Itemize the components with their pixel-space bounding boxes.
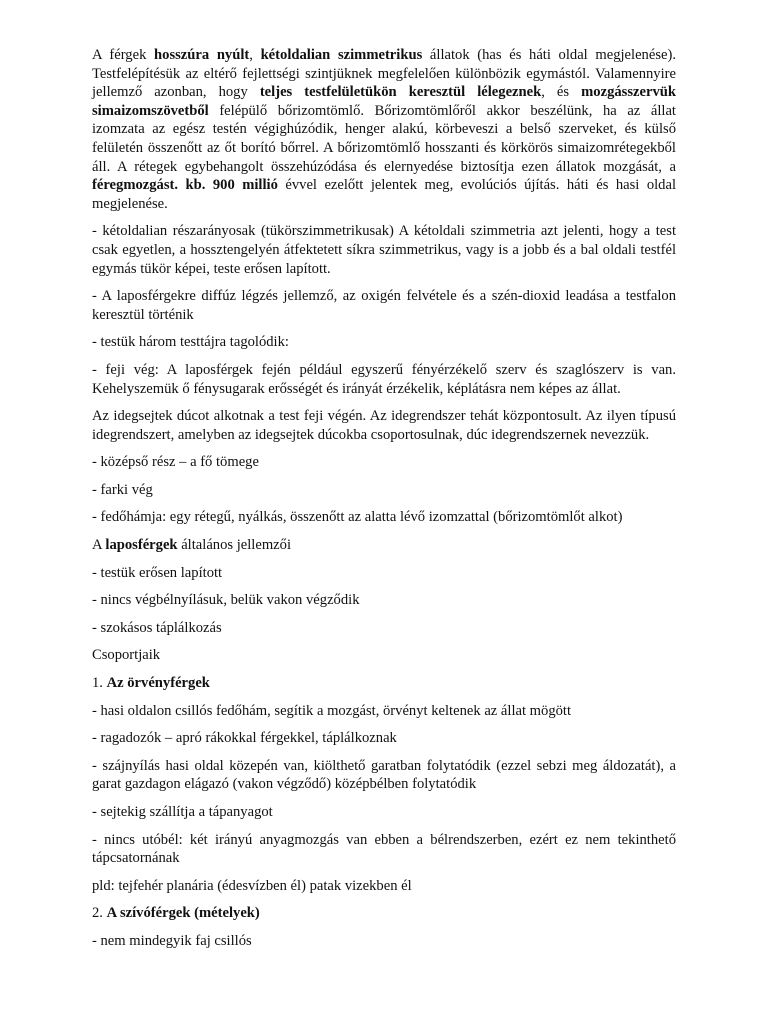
szivo-title: A szívóférgek (mételyek)	[106, 905, 260, 922]
paragraph-farki-veg: - farki vég	[92, 481, 153, 498]
paragraph-ragadozok: - ragadozók – apró rákokkal férgekkel, táplálkoznak	[92, 730, 397, 747]
intro-text-6: évvel ezelőtt jelentek meg, evolúciós újítás. háti és hasi oldal megjelenése.	[92, 177, 676, 212]
intro-bold-5: féregmozgást. kb. 900 millió	[92, 177, 278, 194]
paragraph-nem-mindegyik: - nem mindegyik faj csillós	[92, 932, 252, 949]
altalanos-text-1: A	[92, 537, 106, 554]
intro-text-2: ,	[249, 47, 261, 63]
paragraph-sejtekig: - sejtekig szállítja a tápanyagot	[92, 804, 273, 820]
heading-orvenyfergek	[92, 674, 676, 693]
paragraph-taplalkozas: - szokásos táplálkozás	[92, 619, 222, 636]
intro-text-5: felépülő bőrizomtömlő. Bőrizomtömlőről akkor beszélünk, ha az állat izomzata az egész testén végighúzódik, henger alakú, körbeveszi a belső szerveket, és külső felületén összenőtt az őt borító bőrrel. A bőrizomtömlő hosszanti és körkörös simaizomrétegekből áll. A rétegek egybehangolt összehúzódása és elernyedése biztosítja ezen állatok mozgását, a	[92, 102, 676, 175]
heading-szivofergek	[92, 904, 676, 923]
paragraph-idegrendszer: Az idegsejtek dúcot alkotnak a test feji végén. Az idegrendszer tehát központosult. Az ilyen típusú idegrendszert, amelyben az idegsejtek dúcokba csoportosulnak, dúc idegrendszernek nevezzük.	[92, 408, 676, 443]
intro-bold-3: teljes testfelületükön keresztül lélegeznek	[259, 84, 542, 101]
paragraph-pelda: pld: tejfehér planária (édesvízben él) patak vizekben él	[92, 877, 412, 894]
paragraph-vegbelnyilas: - nincs végbélnyílásuk, belük vakon végződik	[92, 592, 360, 609]
orveny-title: Az örvényférgek	[106, 675, 210, 692]
intro-text-1: A férgek	[92, 47, 155, 63]
intro-text-4: , és	[541, 84, 582, 101]
paragraph-csoportjaik: Csoportjaik	[92, 647, 161, 664]
intro-text-3: állatok (has és háti oldal megjelenése). Testfelépítésük az eltérő fejlettségi szintjüknek megfelelően különbözik egymástól. Valamennyire jellemző azonban, hogy	[92, 47, 676, 101]
paragraph-szajnyilas: - szájnyílás hasi oldal közepén van, kiölthető garatban folytatódik (ezzel sebzi meg áldozatát), a garat gazdagon elágazó (vakon végződő) középbélben folytatódik	[92, 757, 676, 793]
intro-bold-4: mozgásszervük simaizomszövetből	[92, 84, 676, 119]
paragraph-ketoldali: - kétoldalian részarányosak (tükörszimmetrikusak) A kétoldali szimmetria azt jelenti, hogy a test csak egyetlen, a hossztengelyén átfektetett síkra szimmetrikus, vagy is a jobb és a bal oldali testfél egymás tükör képei, teste erősen lapított.	[92, 223, 676, 277]
paragraph-legzes: - A laposférgekre diffúz légzés jellemző, az oxigén felvétele és a szén-dioxid leadása a testfalon keresztül történik	[92, 288, 676, 323]
paragraph-lapitott: - testük erősen lapított	[92, 564, 223, 581]
orveny-number: 1.	[92, 675, 107, 692]
paragraph-csillos-fedoham: - hasi oldalon csillós fedőhám, segítik a mozgást, örvényt keltenek az állat mögött	[92, 702, 572, 719]
intro-bold-2: kétoldalian szimmetrikus	[260, 47, 423, 63]
paragraph-kozepso-resz: - középső rész – a fő tömege	[92, 454, 259, 471]
intro-bold-1: hosszúra nyúlt	[154, 47, 250, 63]
paragraph-altalanos-jellemzoi	[92, 536, 676, 555]
paragraph-utobel: - nincs utóbél: két irányú anyagmozgás van ebben a bélrendszerben, ezért ez nem tekinthető tápcsatornának	[92, 831, 676, 867]
altalanos-text-2: általános jellemzői	[177, 537, 292, 554]
altalanos-bold: laposférgek	[105, 537, 178, 554]
paragraph-feji-veg: - feji vég: A laposférgek fején például egyszerű fényérzékelő szerv és szaglószerv is van. Kehelyszemük ő fénysugarak erősségét és irányát érzékelik, képlátásra nem képes az állat.	[92, 361, 676, 397]
intro-paragraph	[92, 46, 676, 213]
paragraph-fedohamja: - fedőhámja: egy rétegű, nyálkás, összenőtt az alatta lévő izomzattal (bőrizomtömlőt alkot)	[92, 509, 623, 526]
paragraph-harom-testtaj: - testük három testtájra tagolódik:	[92, 334, 289, 351]
szivo-number: 2.	[92, 905, 107, 922]
